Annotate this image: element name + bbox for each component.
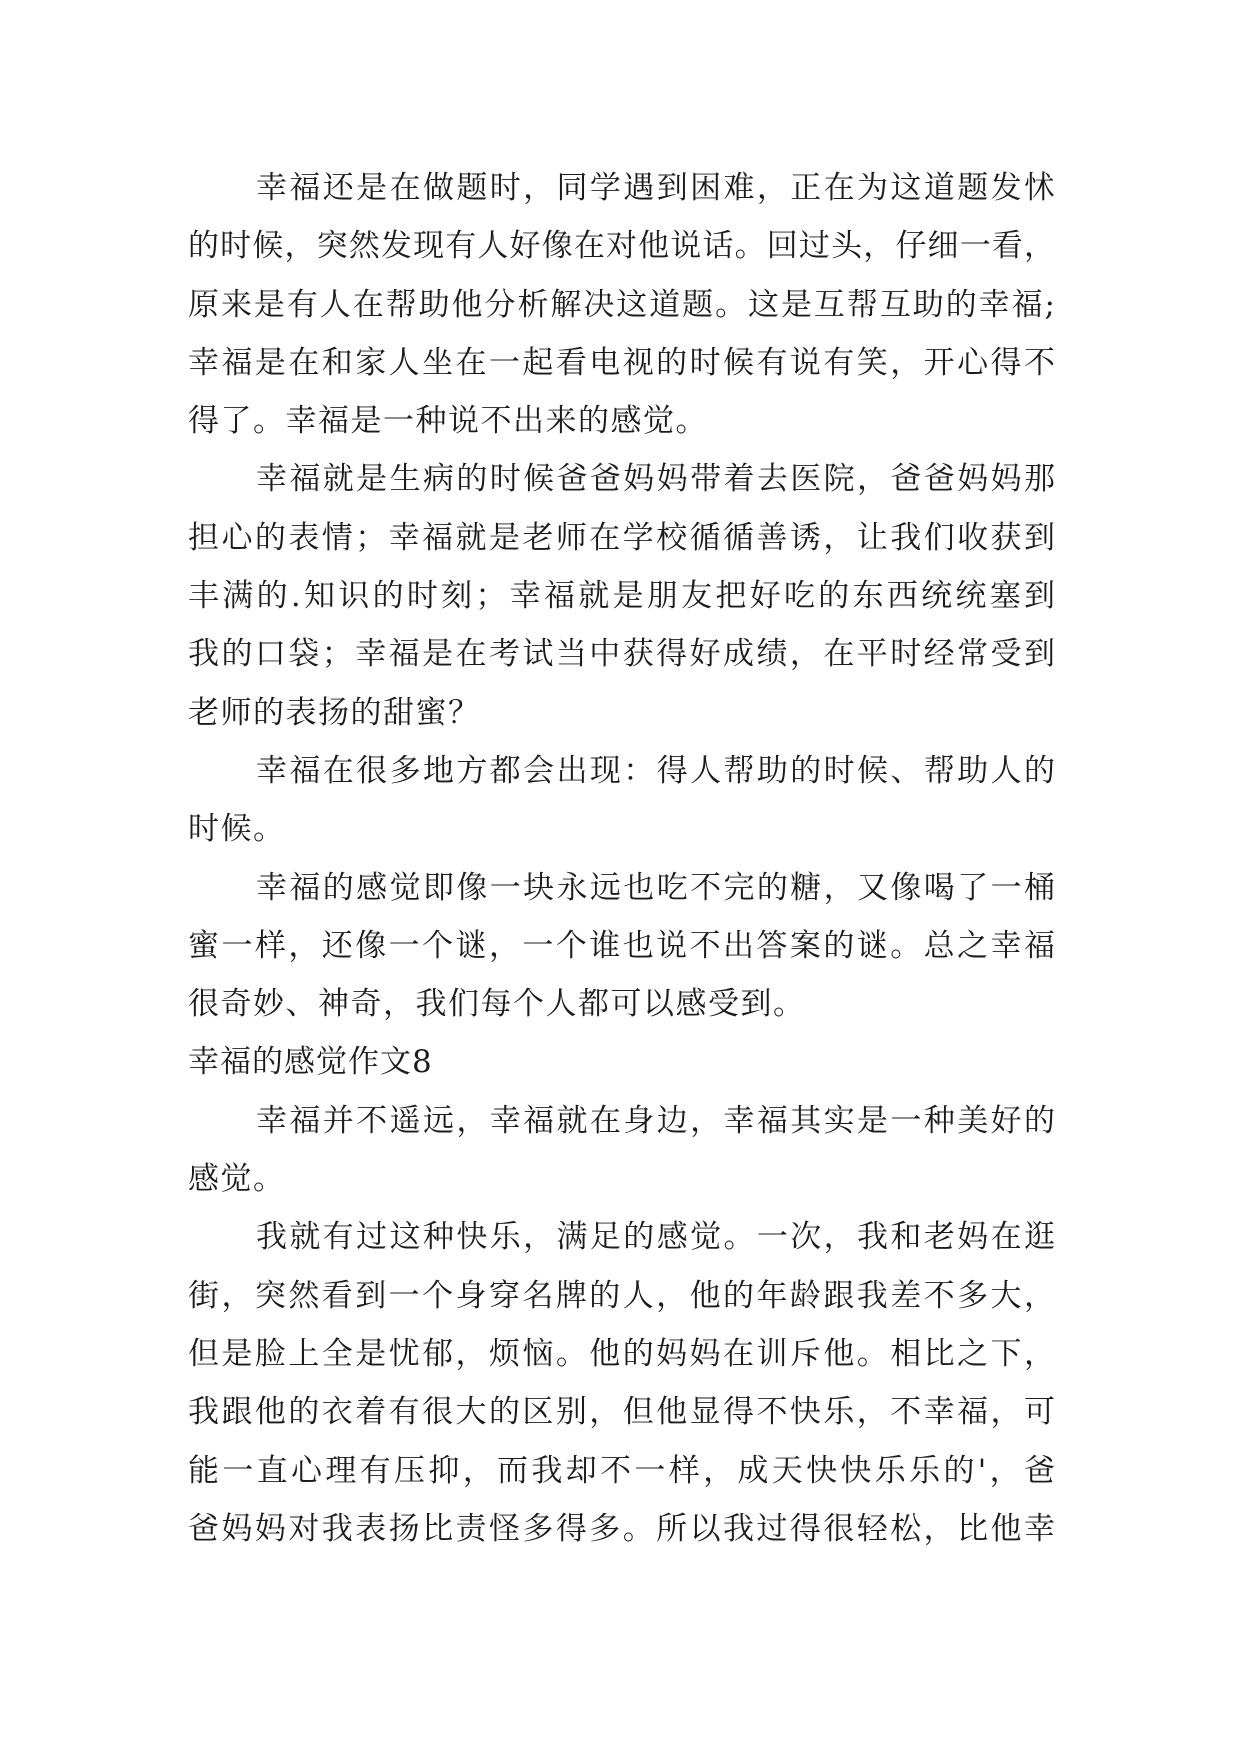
paragraph <box>188 450 1055 741</box>
text-line: 幸福是在和家人坐在一起看电视的时候有说有笑，开心得不 <box>188 344 1055 381</box>
paragraph <box>188 1208 1055 1558</box>
paragraph <box>188 1092 1055 1209</box>
text-line: 但是脸上全是忧郁，烦恼。他的妈妈在训斥他。相比之下， <box>188 1335 1055 1372</box>
text-line: 我就有过这种快乐，满足的感觉。一次，我和老妈在逛 <box>256 1219 1055 1256</box>
text-line: 很奇妙、神奇，我们每个人都可以感受到。 <box>188 986 806 1023</box>
text-line: 幸福在很多地方都会出现：得人帮助的时候、帮助人的 <box>256 752 1055 789</box>
paragraph <box>188 742 1055 859</box>
essay-title: 幸福的感觉作文8 <box>188 1044 433 1081</box>
text-line: 的时候，突然发现有人好像在对他说话。回过头，仔细一看， <box>188 228 1055 265</box>
paragraph <box>188 859 1055 1034</box>
text-line: 我跟他的衣着有很大的区别，但他显得不快乐，不幸福，可 <box>188 1394 1055 1431</box>
text-line: 能一直心理有压抑，而我却不一样，成天快快乐乐的'，爸 <box>188 1452 1055 1489</box>
document-page <box>188 159 1055 1558</box>
text-line: 原来是有人在帮助他分析解决这道题。这是互帮互助的幸福; <box>188 286 1055 323</box>
text-line: 幸福还是在做题时，同学遇到困难，正在为这道题发怵 <box>256 170 1055 206</box>
essay-body <box>188 1092 1055 1558</box>
previous-essay-text <box>188 159 1055 1033</box>
text-line: 幸福并不遥远，幸福就在身边，幸福其实是一种美好的 <box>256 1102 1055 1139</box>
text-line: 幸福的感觉即像一块永远也吃不完的糖，又像喝了一桶 <box>256 869 1055 906</box>
text-line: 时候。 <box>188 811 286 848</box>
text-line: 我的口袋；幸福是在考试当中获得好成绩，在平时经常受到 <box>188 636 1055 673</box>
text-line: 街，突然看到一个身穿名牌的人，他的年龄跟我差不多大， <box>188 1277 1055 1314</box>
text-line: 丰满的.知识的时刻；幸福就是朋友把好吃的东西统统塞到 <box>188 578 1055 615</box>
text-line: 感觉。 <box>188 1161 286 1198</box>
text-line: 担心的表情；幸福就是老师在学校循循善诱，让我们收获到 <box>188 519 1055 556</box>
text-line: 幸福就是生病的时候爸爸妈妈带着去医院，爸爸妈妈那 <box>256 461 1055 498</box>
text-line: 老师的表扬的甜蜜？ <box>188 694 481 731</box>
text-line: 爸妈妈对我表扬比责怪多得多。所以我过得很轻松，比他幸 <box>188 1510 1055 1547</box>
paragraph <box>188 159 1055 450</box>
text-line: 得了。幸福是一种说不出来的感觉。 <box>188 403 708 440</box>
text-line: 蜜一样，还像一个谜，一个谁也说不出答案的谜。总之幸福 <box>188 927 1055 964</box>
